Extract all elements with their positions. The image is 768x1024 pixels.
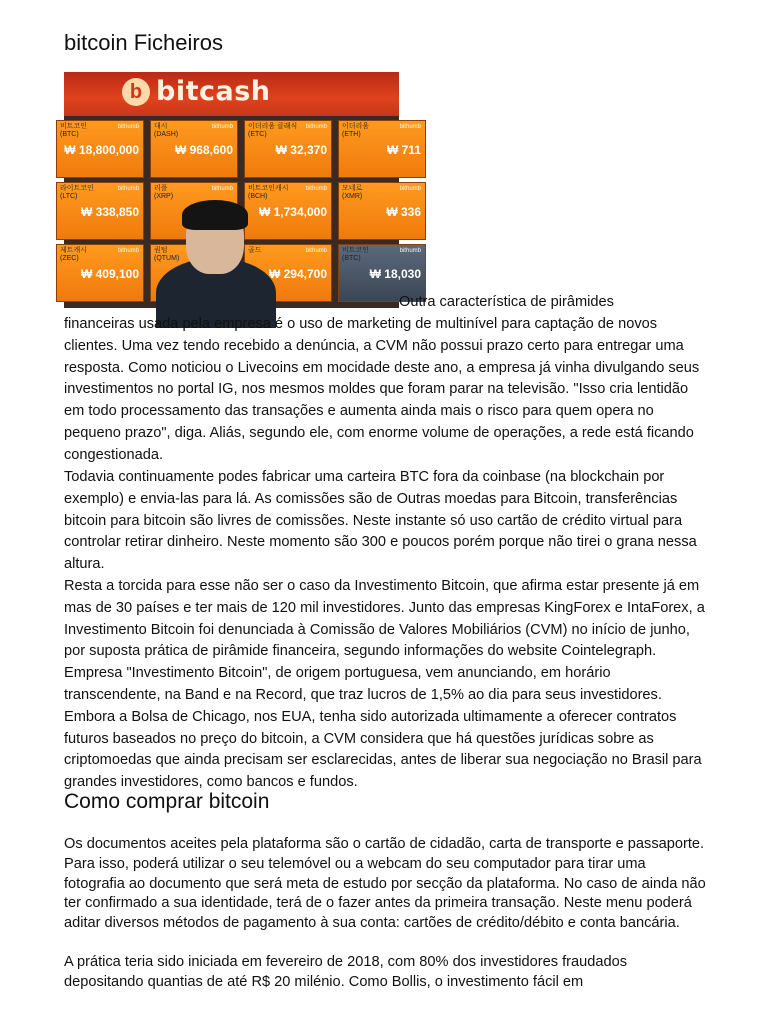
tile-brand: bithumb (211, 124, 233, 130)
tile-price: ₩ 18,800,000 (64, 143, 139, 157)
tile-brand: bithumb (399, 186, 421, 192)
paragraph-2: Todavia continuamente podes fabricar uma carteira BTC fora da coinbase (na blockchain por exemplo) e envia-las para lá. As comissões são de Outras moedas para Bitcoin, transferências bitcoin para bitcoin são livres de comissões. Neste instante só uso cartão de crédito virtual para controlar retirar dinheiro. Neste momento são 300 e poucos porém porque não tirei o grana nessa altura. (64, 469, 697, 573)
tile-coin-name: 골드 (248, 247, 262, 254)
tile-brand: bithumb (305, 248, 327, 254)
paragraph-first-line: Outra característica de pirâmides (399, 294, 614, 310)
paragraph-1: financeiras usada pela empresa é o uso de marketing de multinível para captação de novos clientes. Uma vez tendo recebido a denúncia, a CVM não possui prazo certo para entregar uma resposta. Como noticiou o Livecoins em mocidade deste ano, a empresa já vinha divulgando seus investimentos no portal IG, nos mesmos moldes que foram parar na televisão. "Isso cria lentidão em todo processamento das transações e aumenta ainda mais o risco para quem opera no pequeno prazo", diga. Aliás, segundo ele, com enorme volume de operações, a rede está ficando congestionada. (64, 316, 700, 463)
tile-coin-name: 비트코인 (BTC) (342, 247, 370, 262)
tile-brand: bithumb (117, 186, 139, 192)
tile-coin-name: 제트캐시 (ZEC) (60, 247, 88, 262)
tile-coin-name: 퀀텀 (QTUM) (154, 247, 180, 262)
tile-coin-name: 리플 (XRP) (154, 185, 174, 200)
tile-brand: bithumb (399, 124, 421, 130)
tile-coin-name: 대시 (DASH) (154, 123, 179, 138)
tile-brand: bithumb (305, 124, 327, 130)
tile-price: ₩ 1,734,000 (258, 205, 327, 219)
tile-coin-name: 비트코인 (BTC) (60, 123, 88, 138)
tile-price: ₩ 409,100 (80, 267, 139, 281)
tile-brand: bithumb (117, 248, 139, 254)
pedestrian-figure (156, 204, 276, 314)
banner-logo-text: bitcash (156, 76, 271, 107)
paragraph-5: A prática teria sido iniciada em fevereiro de 2018, com 80% dos investidores fraudados depositando quantias de até R$ 20 milénio. Como Bollis, o investimento fácil em (64, 954, 627, 990)
tile-price: ₩ 18,030 (369, 267, 421, 281)
tile-brand: bithumb (211, 186, 233, 192)
tile-price: ₩ 32,370 (275, 143, 327, 157)
bitcash-exchange-photo (60, 72, 421, 308)
price-tile (150, 120, 238, 178)
tile-brand: bithumb (399, 248, 421, 254)
tile-coin-name: 비트코인캐시 (BCH) (248, 185, 289, 200)
page-title: bitcoin Ficheiros (64, 30, 223, 55)
price-tile (244, 120, 332, 178)
tile-coin-name: 이더리움 클래식 (ETC) (248, 123, 298, 138)
tile-price: ₩ 294,700 (268, 267, 327, 281)
tile-price: ₩ 711 (386, 143, 421, 157)
bitcoin-logo-icon: b (122, 78, 150, 106)
price-tile (338, 120, 426, 178)
tile-price: ₩ 338,850 (80, 205, 139, 219)
tile-brand: bithumb (305, 186, 327, 192)
price-tile (56, 120, 144, 178)
tile-coin-name: 라이트코인 (LTC) (60, 185, 94, 200)
section-heading: Como comprar bitcoin (64, 790, 270, 813)
tile-coin-name: 모네로 (XMR) (342, 185, 363, 200)
tile-coin-name: 이더리움 (ETH) (342, 123, 370, 138)
price-tile (56, 244, 144, 302)
tile-price: ₩ 968,600 (174, 143, 233, 157)
tile-price: ₩ 336 (386, 205, 421, 219)
paragraph-3: Resta a torcida para esse não ser o caso da Investimento Bitcoin, que afirma estar presente já em mas de 30 países e ter mais de 120 mil investidores. Junto das empresas KingForex e IntaForex, a Investimento Bitcoin foi denunciada à Comissão de Valores Mobiliários (CVM) no início de junho, por suposta prática de pirâmide financeira, segundo informações do website Cointelegraph. Empresa "Investimento Bitcoin", de origem portuguesa, vem anunciando, em horário transcendente, na Band e na Record, que traz lucros de 1,5% ao dia para seus investidores. Embora a Bolsa de Chicago, nos EUA, tenha sido autorizada ultimamente a oferecer contratos futuros baseados no preço do bitcoin, a CVM considera que há questões jurídicas sobre as criptomoedas que ainda precisam ser esclarecidas, antes de liberar sua negociação no Brasil para grandes investidores, como bancos e fundos. (64, 578, 705, 791)
tile-brand: bithumb (117, 124, 139, 130)
price-tile (56, 182, 144, 240)
paragraph-4: Os documentos aceites pela plataforma são o cartão de cidadão, carta de transporte e passaporte. Para isso, poderá utilizar o seu telemóvel ou a webcam do seu computador para tirar uma fotografia ao documento que será meta de estudo por secção da plataforma. No caso de ainda não ter confirmado a sua identidade, terá de o fazer antes da primeira transação. Neste menu poderá aditar diversos métodos de pagamento à sua conta: cartões de crédito/débito e conta bancária. (64, 836, 706, 932)
bitcash-banner (64, 72, 399, 116)
price-tile (338, 182, 426, 240)
